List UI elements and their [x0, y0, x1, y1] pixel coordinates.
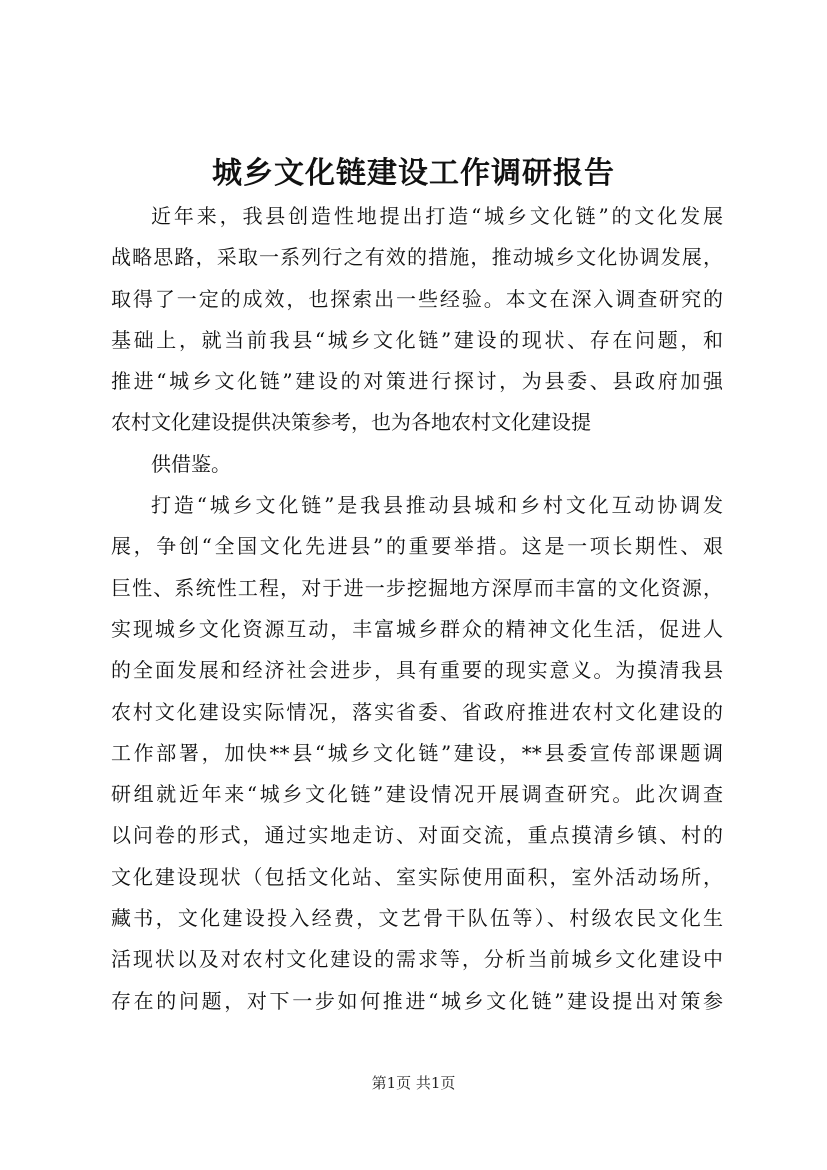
text-line: 文化建设现状（包括文化站、室实际使用面积，室外活动场所， [111, 864, 723, 889]
text-line: 活现状以及对农村文化建设的需求等，分析当前城乡文化建设中 [111, 947, 723, 972]
text-line: 展，争创“全国文化先进县”的重要举措。这是一项长期性、艰 [111, 534, 723, 559]
text-line: 巨性、系统性工程，对于进一步挖掘地方深厚而丰富的文化资源， [111, 575, 723, 600]
document-body [111, 196, 723, 1022]
text-line: 取得了一定的成效，也探索出一些经验。本文在深入调查研究的 [111, 286, 723, 311]
text-line: 工作部署，加快**县“城乡文化链”建设，**县委宣传部课题调 [111, 740, 723, 765]
text-line: 存在的问题，对下一步如何推进“城乡文化链”建设提出对策参 [111, 988, 723, 1013]
paragraph [111, 485, 723, 1022]
text-line: 农村文化建设实际情况，落实省委、省政府推进农村文化建设的 [111, 699, 723, 724]
text-line: 打造“城乡文化链”是我县推动县城和乡村文化互动协调发 [151, 493, 723, 518]
text-line: 以问卷的形式，通过实地走访、对面交流，重点摸清乡镇、村的 [111, 823, 723, 848]
text-line: 研组就近年来“城乡文化链”建设情况开展调查研究。此次调查 [111, 782, 723, 807]
text-line: 实现城乡文化资源互动，丰富城乡群众的精神文化生活，促进人 [111, 616, 723, 641]
text-line: 战略思路，采取一系列行之有效的措施，推动城乡文化协调发展， [111, 245, 723, 270]
text-line: 藏书，文化建设投入经费，文艺骨干队伍等）、村级农民文化生 [111, 906, 723, 931]
document-title: 城乡文化链建设工作调研报告 [212, 156, 615, 191]
text-line: 基础上，就当前我县“城乡文化链”建设的现状、存在问题，和 [111, 327, 723, 352]
paragraph [111, 196, 723, 444]
text-line: 近年来，我县创造性地提出打造“城乡文化链”的文化发展 [151, 204, 723, 228]
paragraph [111, 444, 723, 485]
text-line: 供借鉴。 [151, 451, 231, 476]
text-line: 农村文化建设提供决策参考，也为各地农村文化建设提 [111, 410, 591, 435]
text-line: 的全面发展和经济社会进步，具有重要的现实意义。为摸清我县 [111, 658, 723, 683]
page-footer: 第1页 共1页 [371, 1074, 456, 1092]
text-line: 推进“城乡文化链”建设的对策进行探讨，为县委、县政府加强 [111, 369, 723, 394]
